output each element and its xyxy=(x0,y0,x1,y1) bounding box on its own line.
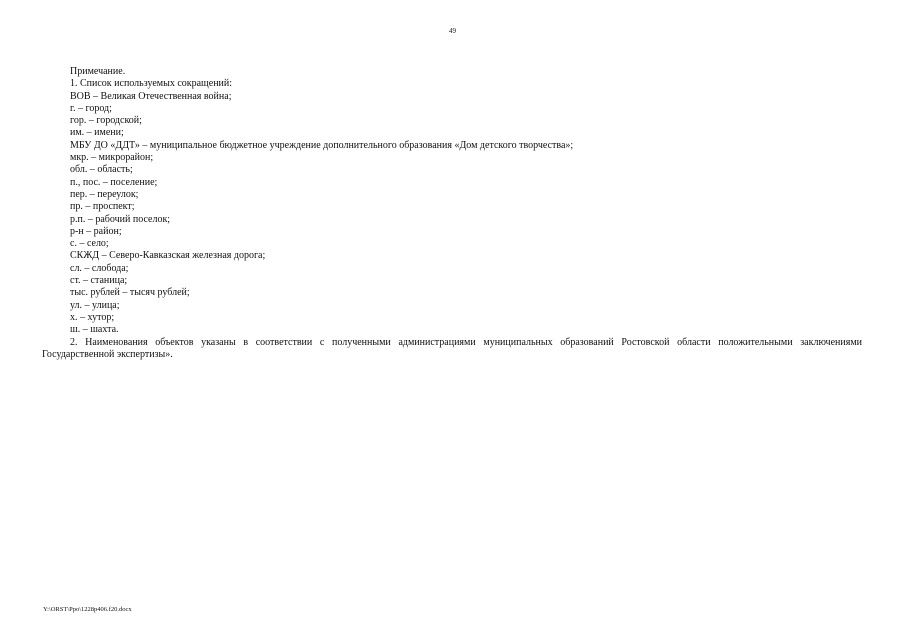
abbreviation-item: р-н – район; xyxy=(70,225,122,237)
abbreviation-item: с. – село; xyxy=(70,238,109,250)
abbreviation-item: ВОВ – Великая Отечественная война; xyxy=(70,90,232,102)
abbreviation-item: СКЖД – Северо-Кавказская железная дорога; xyxy=(70,250,266,262)
abbreviation-item: мкр. – микрорайон; xyxy=(70,152,154,164)
abbreviation-item: сл. – слобода; xyxy=(70,262,129,274)
abbreviation-item: р.п. – рабочий поселок; xyxy=(70,213,171,225)
abbreviation-item: п., пос. – поселение; xyxy=(70,176,158,188)
abbreviation-item: им. – имени; xyxy=(70,127,124,139)
abbreviation-item: пер. – переулок; xyxy=(70,188,139,200)
footer-file-path: Y:\ORST\Ppo\1228p406.f20.docx xyxy=(43,606,132,613)
note-paragraph-2: 2. Наименования объектов указаны в соответствии с полученными администрациями муниципальных образований Ростовской области положительными заключениями Государственной экспертизы». xyxy=(42,336,862,360)
abbreviation-item: пр. – проспект; xyxy=(70,201,135,213)
abbreviation-item: гор. – городской; xyxy=(70,115,142,127)
abbreviation-item: ш. – шахта. xyxy=(70,324,119,336)
abbreviation-list-title: 1. Список используемых сокращений: xyxy=(70,78,233,90)
abbreviation-item: ул. – улица; xyxy=(70,299,120,311)
notes-section xyxy=(42,66,862,361)
abbreviation-item: х. – хутор; xyxy=(70,311,115,323)
abbreviation-item: ст. – станица; xyxy=(70,275,128,287)
abbreviation-item: г. – город; xyxy=(70,102,112,114)
abbreviation-item: МБУ ДО «ДДТ» – муниципальное бюджетное учреждение дополнительного образования «Дом детского творчества»; xyxy=(70,139,574,151)
abbreviation-item: обл. – область; xyxy=(70,164,133,176)
page-number: 49 xyxy=(449,27,456,35)
note-heading: Примечание. xyxy=(70,66,126,77)
abbreviation-item: тыс. рублей – тысяч рублей; xyxy=(70,287,190,299)
